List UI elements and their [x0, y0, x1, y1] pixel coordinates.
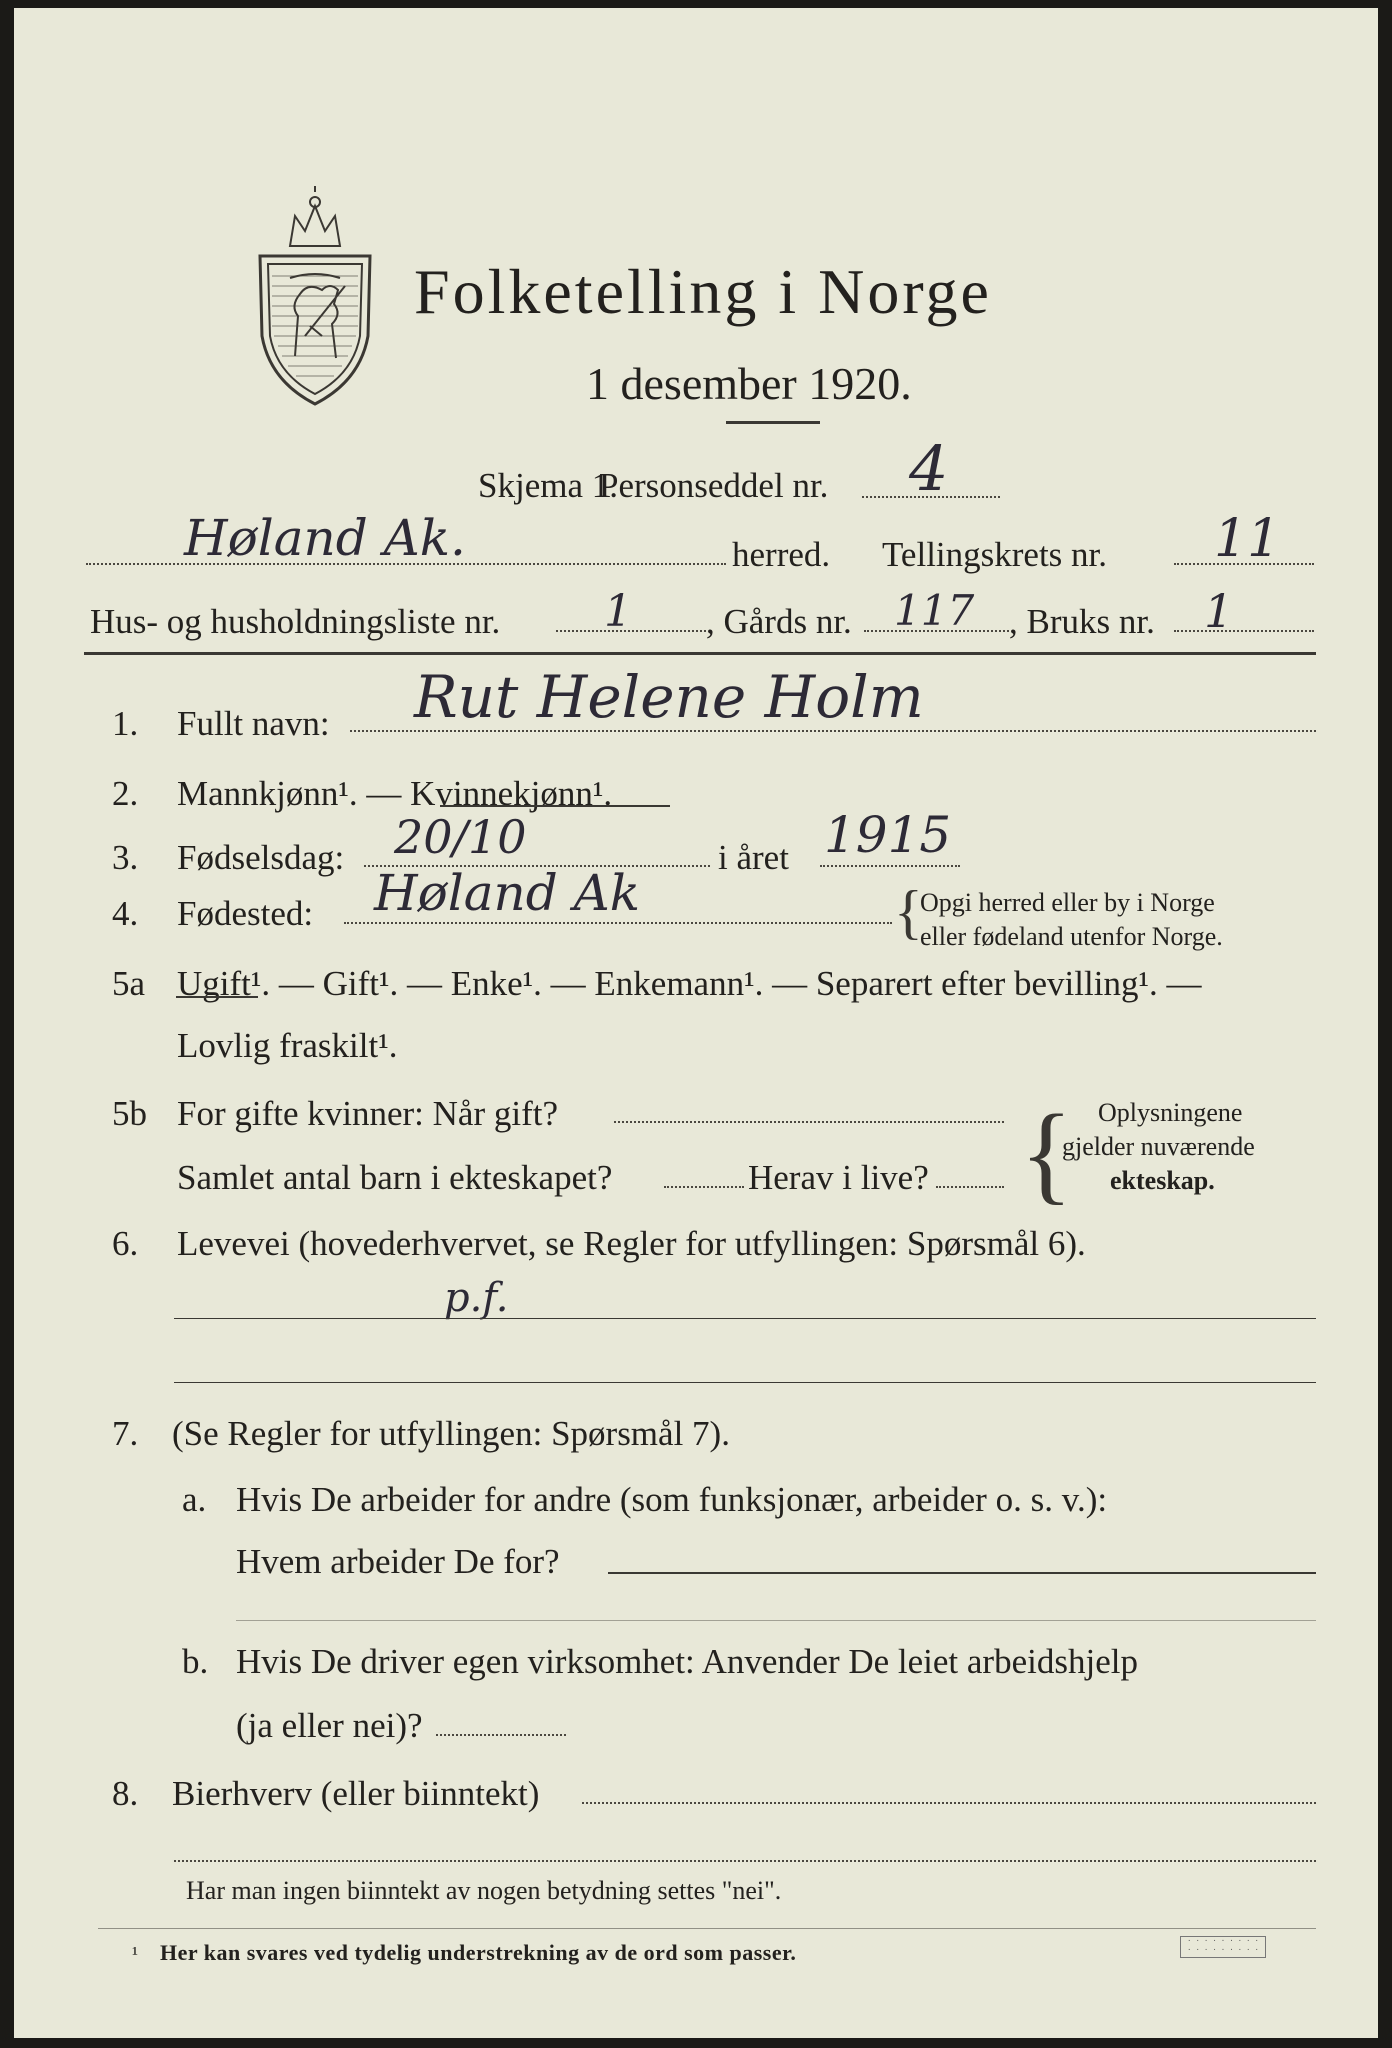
q4-note-line2: eller fødeland utenfor Norge. [920, 922, 1223, 951]
q5b-alive-line [936, 1186, 1004, 1188]
personseddel-value: 4 [909, 432, 949, 505]
q3-year-label: i året [718, 838, 789, 877]
q3-year-line [820, 865, 960, 867]
q8-number: 8. [112, 1774, 139, 1813]
q7a-letter: a. [182, 1480, 207, 1519]
q7a-separator [236, 1620, 1316, 1621]
husliste-value: 1 [604, 586, 632, 637]
q7a-line2: Hvem arbeider De for? [236, 1542, 560, 1581]
q3-label: Fødselsdag: [177, 838, 345, 877]
q1-label: Fullt navn: [177, 704, 330, 743]
footnote-mark: ¹ [132, 1943, 138, 1965]
q5b-note-line2: gjelder nuværende [1062, 1132, 1255, 1161]
personseddel-label: Personseddel nr. [599, 466, 829, 505]
bruks-label: , Bruks nr. [1009, 602, 1155, 641]
q4-note-line1: Opgi herred eller by i Norge [920, 888, 1215, 917]
marital-status-options: Ugift¹. — Gift¹. — Enke¹. — Enkemann¹. — Separert efter bevilling¹. — [177, 964, 1202, 1003]
q8-answer-line2 [174, 1860, 1316, 1862]
q5b-children-label: Samlet antal barn i ekteskapet? [177, 1158, 613, 1197]
q8-answer-line [582, 1802, 1316, 1804]
q5b-married-when-line [614, 1121, 1004, 1123]
q7b-letter: b. [182, 1642, 209, 1681]
herred-value: Høland Ak. [184, 509, 466, 567]
q7-label: (Se Regler for utfyllingen: Spørsmål 7). [172, 1414, 730, 1453]
q8-note: Har man ingen biinntekt av nogen betydning settes "nei". [186, 1876, 782, 1905]
bruks-line [1174, 630, 1314, 632]
q7-number: 7. [112, 1414, 139, 1453]
birthplace-value: Høland Ak [374, 864, 641, 922]
schema-label: Skjema 1. [478, 466, 618, 505]
marital-status-options-line2: Lovlig fraskilt¹. [177, 1026, 398, 1065]
q4-number: 4. [112, 894, 139, 933]
q7a-line1: Hvis De arbeider for andre (som funksjonær, arbeider o. s. v.): [236, 1480, 1108, 1519]
birth-year-value: 1915 [824, 806, 952, 864]
gards-value: 117 [894, 586, 975, 635]
marital-underline-ugift [176, 996, 258, 998]
q6-line1 [174, 1318, 1316, 1319]
q5b-married-when-label: For gifte kvinner: Når gift? [177, 1094, 559, 1133]
herred-label: herred. [732, 535, 831, 574]
q3-number: 3. [112, 838, 139, 877]
tellingskrets-value: 11 [1214, 509, 1281, 569]
q5b-alive-label: Herav i live? [748, 1158, 929, 1197]
sex-options: Mannkjønn¹. — Kvinnekjønn¹. [177, 774, 613, 813]
q4-brace: { [894, 879, 923, 945]
q8-label: Bierhverv (eller biinntekt) [172, 1774, 540, 1813]
gards-label: , Gårds nr. [706, 602, 852, 641]
occupation-value: p.f. [444, 1275, 509, 1321]
q6-number: 6. [112, 1224, 139, 1263]
q5b-number: 5b [112, 1094, 147, 1133]
tellingskrets-label: Tellingskrets nr. [882, 535, 1108, 574]
q7a-answer-line [608, 1572, 1316, 1574]
census-form-page [14, 8, 1378, 2038]
title-rule [726, 421, 820, 424]
q4-line [344, 922, 892, 924]
husliste-label: Hus- og husholdningsliste nr. [90, 602, 501, 641]
birthday-value: 20/10 [394, 810, 527, 864]
footnote-text: Her kan svares ved tydelig understrekning av de ord som passer. [160, 1940, 797, 1965]
bruks-value: 1 [1204, 584, 1234, 638]
footnote-rule [98, 1928, 1316, 1929]
q7b-line1: Hvis De driver egen virksomhet: Anvender De leiet arbeidshjelp [236, 1642, 1138, 1681]
q6-label: Levevei (hovederhvervet, se Regler for utfyllingen: Spørsmål 6). [177, 1224, 1086, 1263]
q5b-note-line3: ekteskap. [1110, 1166, 1215, 1195]
census-date: 1 desember 1920. [586, 358, 912, 409]
q5a-number: 5a [112, 964, 146, 1003]
q5b-brace: { [1020, 1092, 1073, 1214]
q5b-note-line1: Oplysningene [1098, 1098, 1243, 1127]
full-name-value: Rut Helene Holm [414, 663, 924, 731]
sex-underline-kvinnekjonn [440, 805, 670, 807]
q1-number: 1. [112, 704, 139, 743]
herred-line [86, 563, 726, 565]
printer-stamp: · · · · · · · · · · · · · · · · · · [1180, 1936, 1266, 1958]
q6-line2 [174, 1382, 1316, 1383]
norway-coat-of-arms-icon [250, 186, 380, 408]
form-title: Folketelling i Norge [414, 256, 992, 327]
q2-number: 2. [112, 774, 139, 813]
q5b-children-line [664, 1186, 744, 1188]
q4-label: Fødested: [177, 894, 314, 933]
q7b-line2: (ja eller nei)? [236, 1706, 423, 1745]
header-divider [84, 652, 1316, 655]
q7b-answer-line [436, 1734, 566, 1736]
